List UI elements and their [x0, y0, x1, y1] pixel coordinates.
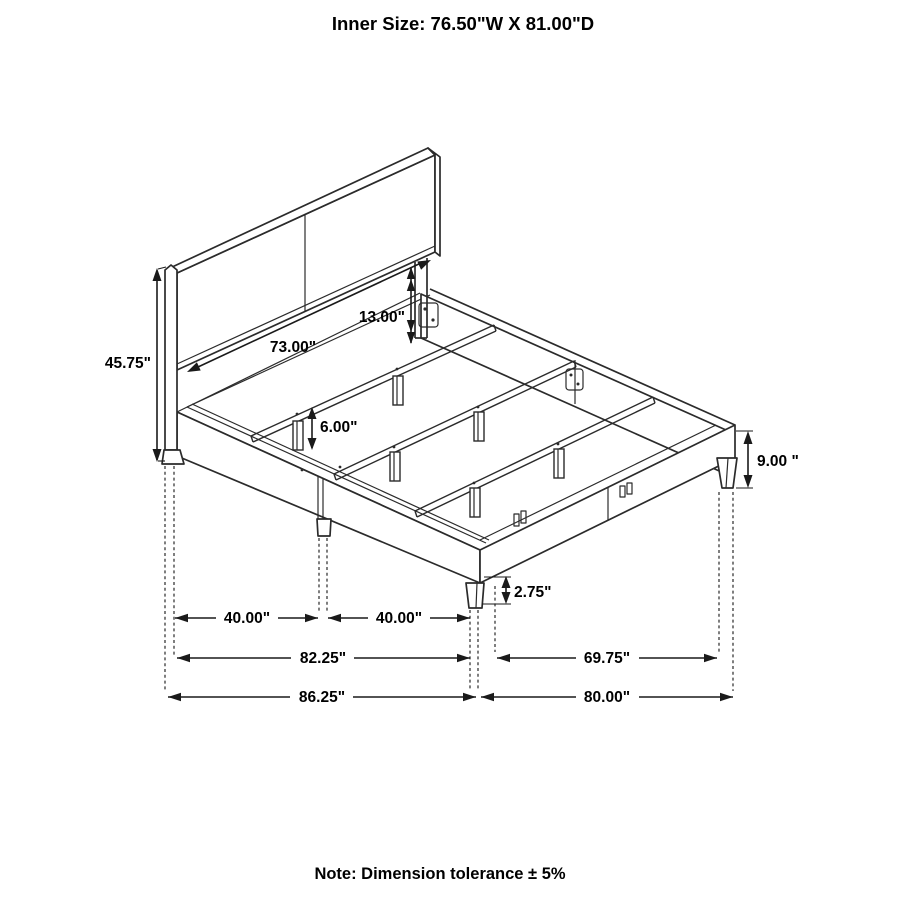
dimension-label-span-2: 40.00": [375, 610, 423, 627]
dimension-rail-height: [736, 431, 799, 488]
dimension-label-inner-length: 82.25": [299, 650, 347, 667]
dimension-label-panel-to-rail: 13.00": [358, 309, 405, 326]
headboard: [162, 148, 440, 464]
dimension-label-rail-height: 9.00 ": [757, 453, 799, 470]
bed-frame: [177, 289, 735, 583]
dimension-row-spans: [175, 609, 470, 627]
tolerance-note: Note: Dimension tolerance ± 5%: [314, 865, 566, 883]
dimension-label-outer-length: 86.25": [298, 689, 346, 706]
diagram-title: Inner Size: 76.50"W X 81.00"D: [331, 13, 595, 34]
dimension-row-outer: [168, 688, 733, 706]
dimension-row-inner: [177, 649, 717, 667]
dimension-label-foot-height: 2.75": [514, 584, 552, 601]
dimension-label-span-1: 40.00": [223, 610, 271, 627]
dimension-label-headboard-height: 45.75": [104, 355, 151, 372]
dimension-label-inner-width: 69.75": [583, 650, 631, 667]
dimension-headboard-height: [105, 267, 166, 462]
dimension-label-outer-width: 80.00": [583, 689, 631, 706]
dimension-foot-height: [482, 576, 552, 604]
dimension-label-headboard-width: 73.00": [269, 339, 317, 356]
dimension-label-support-leg: 6.00": [320, 419, 358, 436]
